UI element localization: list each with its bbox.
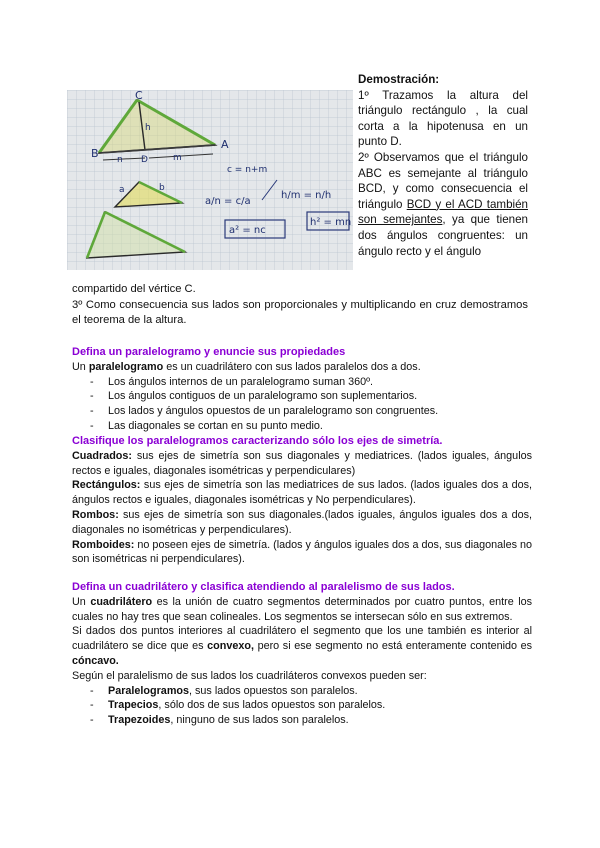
entry-term: Rombos: [72, 508, 119, 521]
demo-title: Demostración: [358, 73, 440, 86]
section-1-intro-term: paralelogramo [88, 360, 164, 373]
notes-photo-drawing [67, 90, 353, 270]
list-item: - Trapecios, sólo dos de sus lados opuestos son paralelos. [90, 699, 386, 712]
photo-label-a-side: a [119, 185, 125, 195]
demo-step-2 [358, 150, 528, 259]
list-item-text: Los lados y ángulos opuestos de un paralelogramo son congruentes. [108, 405, 439, 418]
list-item: - Paralelogramos, sus lados opuestos son paralelos. [90, 684, 358, 697]
demo-step-3: 3º Como consecuencia sus lados son proporcionales y multiplicando en cruz demostramos el teorema de la altura. [72, 298, 528, 327]
demo-column [358, 72, 528, 259]
photo-label-a: A [221, 138, 229, 151]
list-item-text: , sólo dos de sus lados opuestos son paralelos. [158, 699, 386, 712]
section-3-p3: Según el paralelismo de sus lados los cuadriláteros convexos pueden ser: [72, 669, 427, 682]
section-1-heading: Defina un paralelogramo y enuncie sus propiedades [72, 346, 346, 358]
entry-text: sus ejes de simetría son sus diagonales y mediatrices. (lados iguales, ángulos rectos e iguales, diagonales isométricas y perpendiculares) [72, 449, 532, 477]
section-3-p2-a: Si dados dos puntos interiores al cuadrilátero el segmento que los une también es interior al cuadrilátero se dice que es [72, 625, 532, 653]
section-clasificacion [72, 434, 532, 567]
section-1-list [72, 375, 532, 434]
entry-rectangulos [72, 478, 532, 508]
list-item: - Los ángulos contiguos de un paralelogramo son suplementarios. [90, 390, 418, 403]
entry-term: Rectángulos: [72, 479, 141, 492]
list-item: - Los lados y ángulos opuestos de un paralelogramo son congruentes. [90, 405, 439, 418]
section-3-p1-a: Un [72, 595, 91, 608]
photo-label-d: D [141, 155, 148, 165]
section-paralelogramo [72, 345, 532, 434]
list-item: - Trapezoides, ninguno de sus lados son paralelos. [90, 714, 349, 727]
list-item-text: Las diagonales se cortan en su punto medio. [108, 419, 323, 432]
section-3-p2-c: pero si ese segmento no está enteramente contenido es [253, 640, 533, 653]
photo-label-m: m [173, 153, 182, 163]
list-item: - Los ángulos internos de un paralelogramo suman 360º. [90, 375, 374, 388]
photo-formula-1: a/n = c/a [205, 196, 251, 207]
photo-label-c: C [135, 90, 143, 102]
photo-label-h: h [145, 123, 151, 133]
notes-photo [67, 90, 353, 270]
entry-text: no poseen ejes de simetría. (lados y ángulos iguales dos a dos, sus diagonales no son isométricas ni perpendiculares). [72, 538, 532, 566]
photo-label-b-side: b [159, 183, 165, 193]
photo-label-n: n [117, 155, 123, 165]
section-1-intro-c: es un cuadrilátero con sus lados paralelos dos a dos. [163, 360, 421, 373]
entry-text: sus ejes de simetría son las mediatrices de sus lados. (lados iguales dos a dos, ángulos rectos e iguales, diagonales isométricas y No perpendiculares). [72, 479, 532, 507]
photo-formula-3: a² = nc [229, 225, 266, 236]
demo-step-2-underlined: BCD y el ACD también son semejantes [358, 197, 528, 227]
photo-label-cnm: c = n+m [227, 165, 268, 175]
section-3-heading: Defina un cuadrilátero y clasifica atendiendo al paralelismo de sus lados. [72, 581, 455, 593]
entry-rombos [72, 508, 532, 538]
section-2-heading: Clasifique los paralelogramos caracterizando sólo los ejes de simetría. [72, 435, 443, 447]
entry-term: Romboides: [72, 538, 135, 551]
section-3-list [72, 684, 532, 728]
demo-step-2-continued: compartido del vértice C. [72, 283, 196, 295]
list-item-text: , ninguno de sus lados son paralelos. [170, 714, 349, 727]
list-item-term: Trapezoides [108, 714, 171, 727]
entry-romboides [72, 538, 532, 568]
section-cuadrilatero [72, 580, 532, 728]
entry-text: sus ejes de simetría son sus diagonales.(lados iguales, ángulos iguales dos a dos, diagonales no isométricas y perpendiculares). [72, 508, 532, 536]
demo-step-2-text-end: , ya que tienen dos ángulos congruentes: un ángulo recto y el ángulo [358, 213, 529, 258]
section-3-p2-concavo: cóncavo. [72, 654, 119, 667]
entry-term: Cuadrados: [72, 449, 132, 462]
demo-step-2-text: 2º Observamos que el triángulo ABC es semejante al triángulo BCD, y como consecuencia el triángulo [358, 150, 528, 211]
demo-step-1: 1º Trazamos la altura del triángulo rectángulo , la cual corta a la hipotenusa en un punto D. [358, 88, 528, 149]
list-item-text: Los ángulos internos de un paralelogramo suman 360º. [108, 375, 374, 388]
demo-continuation [72, 282, 528, 329]
section-3-p2 [72, 624, 532, 668]
list-item-term: Paralelogramos [108, 684, 190, 697]
list-item-term: Trapecios [108, 699, 159, 712]
list-item-text: Los ángulos contiguos de un paralelogramo son suplementarios. [108, 390, 418, 403]
photo-label-b: B [91, 147, 99, 160]
section-1-intro-a: Un [72, 360, 89, 373]
section-3-p1-term: cuadrilátero [90, 595, 153, 608]
list-item: - Las diagonales se cortan en su punto medio. [90, 419, 323, 432]
section-3-p1 [72, 595, 532, 625]
entry-cuadrados [72, 449, 532, 479]
photo-formula-2: h/m = n/h [281, 190, 332, 201]
section-1-intro [72, 360, 532, 375]
section-3-p2-convexo: convexo, [207, 640, 254, 653]
list-item-text: , sus lados opuestos son paralelos. [189, 684, 358, 697]
section-3-p1-c: es la unión de cuatro segmentos determinados por cuatro puntos, entre los cuales no hay tres que sean colineales. Los segmentos se intersecan sólo en sus extremos. [72, 595, 532, 623]
photo-formula-4: h² = mn [310, 217, 352, 228]
